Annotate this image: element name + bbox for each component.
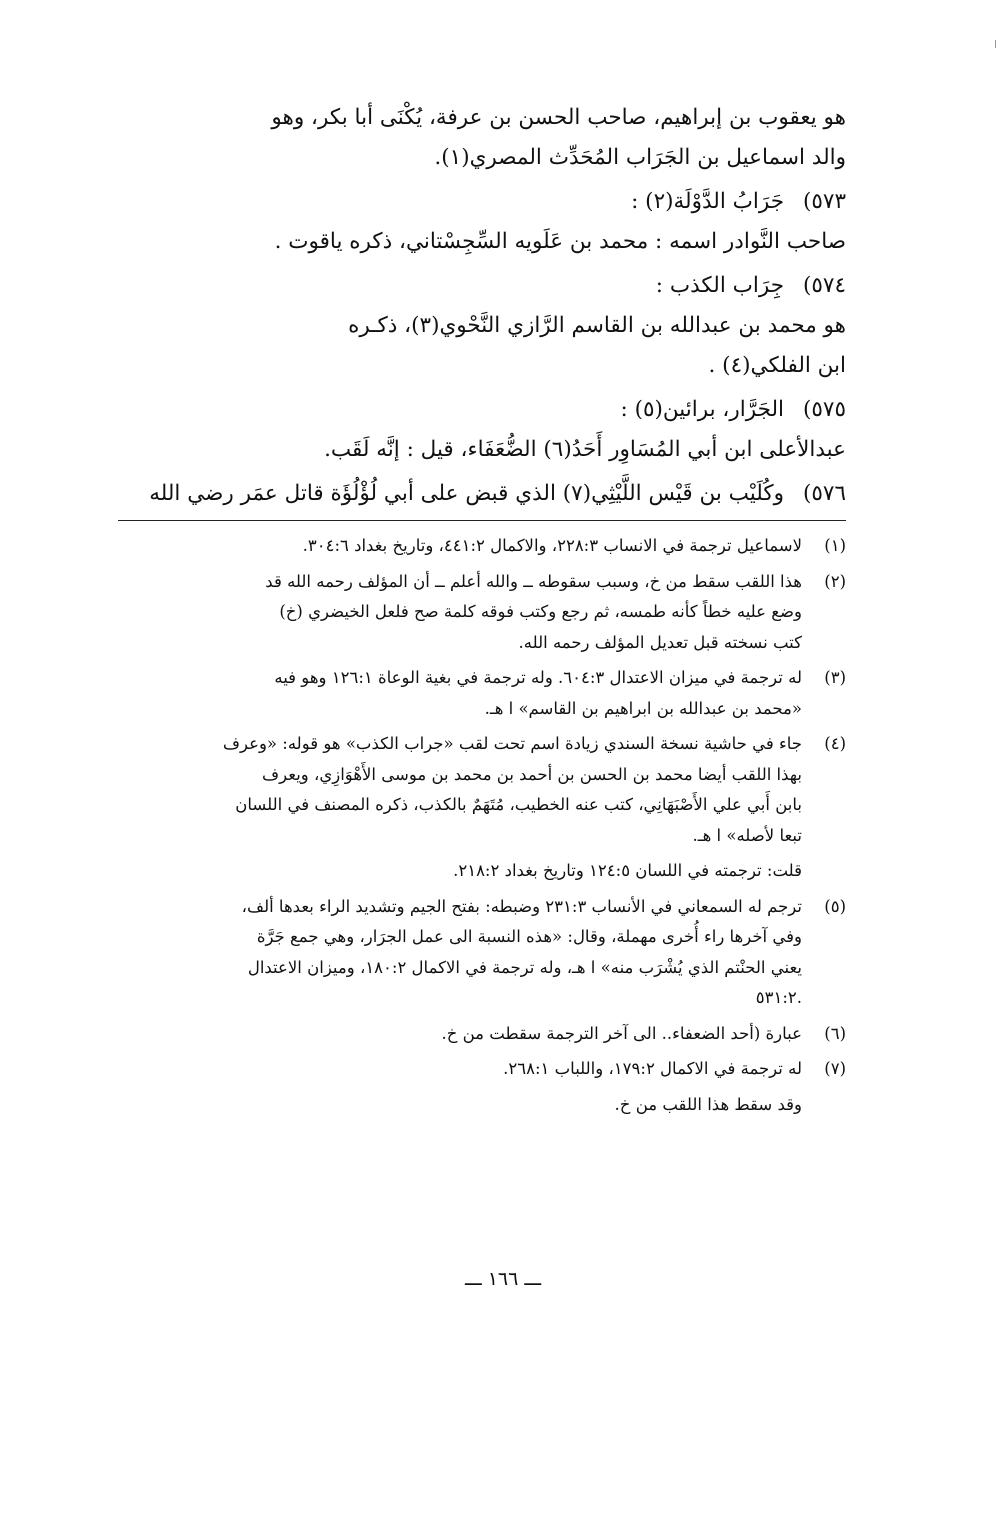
- intro-line-2: والد اسماعيل بن الجَرَاب المُحَدِّث المصري(١).: [434, 145, 846, 170]
- entry-number: ٥٧٣): [802, 189, 846, 214]
- footnote-number: (٥): [824, 896, 846, 916]
- footnote-text: [118, 531, 802, 562]
- footnote-number: (٣): [824, 668, 846, 687]
- footnote-line: عبارة (أحد الضعفاء.. الى آخر الترجمة سقطت من خ.: [441, 1023, 802, 1043]
- entry-title: جِرَاب الكذب :: [655, 273, 784, 298]
- footnote-line: جاء في حاشية نسخة السندي زيادة اسم تحت لقب «جراب الكذب» هو قوله: «وعرف: [222, 734, 802, 753]
- margin-mark: [995, 40, 996, 48]
- footnote-line: وضع عليه خطاً كأنه طمسه، ثم رجع وكتب فوقه كلمة صح فلعل الخيضري (خ): [279, 602, 802, 621]
- footnote-line: له ترجمة في الاكمال ١٧٩:٢، واللباب ٢٦٨:١.: [503, 1059, 802, 1078]
- entry-576: [118, 474, 846, 514]
- footnote-number: (٧): [824, 1059, 846, 1078]
- footnote-number: (٦): [824, 1023, 846, 1043]
- footnote-line: .٥٣١:٢: [755, 988, 802, 1007]
- footnote-7: [118, 1054, 846, 1085]
- footnote-4-remark: قلت: ترجمته في اللسان ١٢٤:٥ وتاريخ بغداد ٢١٨:٢.: [453, 861, 802, 880]
- main-text: [118, 98, 846, 514]
- footnote-text: [118, 892, 802, 1014]
- footnote-number: (٢): [824, 571, 846, 591]
- entry-title: الجَرَّار، برائين(٥) :: [620, 397, 784, 422]
- footnote-text: [118, 1054, 802, 1085]
- footnote-line: بهذا اللقب أيضا محمد بن الحسن بن أحمد بن محمد بن موسى الأَهْوَازِي، ويعرف: [262, 764, 802, 784]
- entry-574: [118, 266, 846, 306]
- entry-title: جَرَابُ الدَّوْلَة(٢) :: [631, 189, 784, 214]
- entry-573: [118, 182, 846, 222]
- footnote-text: [118, 1019, 802, 1050]
- entry-575: [118, 390, 846, 430]
- entry-number: ٥٧٦): [802, 481, 846, 506]
- entry-body: صاحب النَّوادر اسمه : محمد بن عَلَويه السِّجِسْتاني، ذكره ياقوت .: [274, 229, 846, 254]
- footnote-line: تبعا لأصله» ا هـ.: [692, 825, 802, 845]
- intro-line-1: هو يعقوب بن إبراهيم، صاحب الحسن بن عرفة، يُكْنَى أبا بكر، وهو: [271, 105, 846, 130]
- footnote-line: يعني الحنْتم الذي يُشْرَب منه» ا هـ، وله ترجمة في الاكمال ١٨٠:٢، وميزان الاعتدال: [247, 957, 802, 977]
- entry-number: ٥٧٤): [802, 273, 846, 298]
- entry-body: ابن الفلكي(٤) .: [708, 353, 846, 378]
- footnote-line: لاسماعيل ترجمة في الانساب ٢٢٨:٣، والاكمال ٤٤١:٢، وتاريخ بغداد ٣٠٤:٦.: [302, 536, 802, 555]
- footnote-4: [118, 729, 846, 851]
- entry-body: هو محمد بن عبدالله بن القاسم الرَّازي النَّحْوي(٣)، ذكـره: [348, 313, 846, 338]
- page-number: ـــ ١٦٦ ـــ: [464, 1268, 542, 1290]
- footnote-line: بابن أَبي علي الأَصْبَهَانِي، كتب عنه الخطيب، مُتَهَمٌ بالكذب، ذكره المصنف في اللسان: [235, 795, 802, 814]
- footnote-5: [118, 892, 846, 1014]
- footnote-separator: [118, 520, 846, 521]
- footnote-line: ترجم له السمعاني في الأنساب ٢٣١:٣ وضبطه: بفتح الجيم وتشديد الراء بعدها ألف،: [241, 896, 802, 916]
- book-page: [118, 98, 846, 1308]
- footnote-text: [118, 663, 802, 724]
- footnote-line: وفي آخرها راء أُخرى مهملة، وقال: «هذه النسبة الى عمل الجرَار، وهي جمع جَرَّة: [256, 927, 802, 946]
- footnotes: [118, 531, 846, 1120]
- footnote-3: [118, 663, 846, 724]
- footnote-text: [118, 567, 802, 659]
- footnote-number: (٤): [824, 734, 846, 753]
- footnote-line: كتب نسخته قبل تعديل المؤلف رحمه الله.: [518, 632, 802, 652]
- footnote-line: «محمد بن عبدالله بن ابراهيم بن القاسم» ا هـ.: [484, 698, 802, 718]
- entry-title: وكُلَيْب بن قَيْس اللَّيْثِي(٧) الذي قبض على أبي لُؤْلُؤَة قاتل عمَر رضي الله: [149, 481, 784, 506]
- footnote-text: [118, 729, 802, 851]
- entry-number: ٥٧٥): [802, 397, 846, 422]
- entry-body: عبدالأعلى ابن أبي المُسَاوِر أَحَدُ(٦) الضُّعَفَاء، قيل : إنَّه لَقَب.: [324, 437, 846, 462]
- footnote-line: له ترجمة في ميزان الاعتدال ٦٠٤:٣. وله ترجمة في بغية الوعاة ١٢٦:١ وهو فيه: [274, 668, 802, 687]
- footnote-6: [118, 1019, 846, 1050]
- footnote-line: هذا اللقب سقط من خ، وسبب سقوطه ــ والله أعلم ــ أن المؤلف رحمه الله قد: [265, 571, 802, 591]
- footnote-2: [118, 567, 846, 659]
- footnote-1: [118, 531, 846, 562]
- footnote-7-remark: وقد سقط هذا اللقب من خ.: [614, 1094, 802, 1114]
- footnote-number: (١): [824, 536, 846, 555]
